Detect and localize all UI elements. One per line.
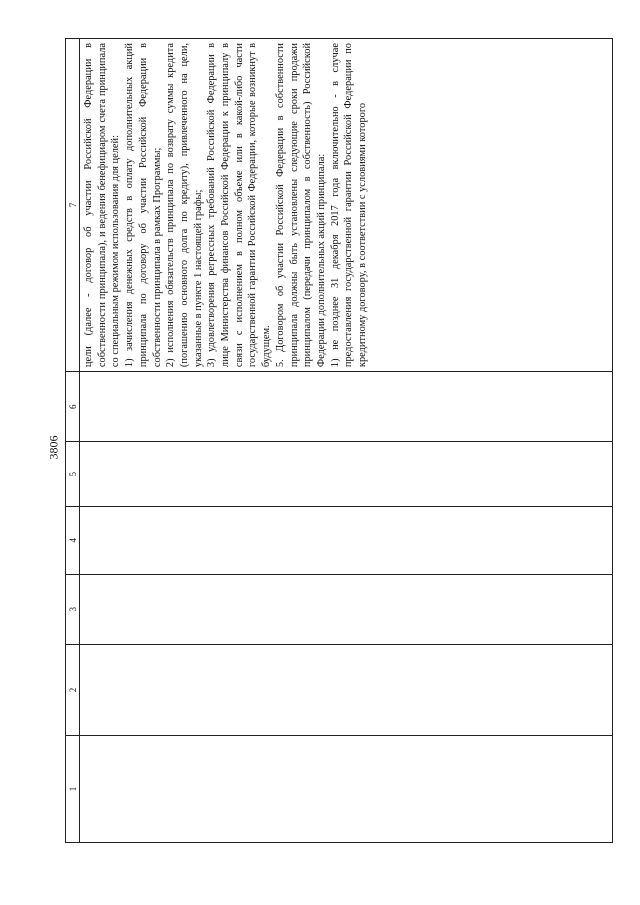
cell-col-3: [80, 574, 613, 644]
column-header-6: 6: [66, 372, 80, 442]
header-row: [66, 39, 80, 843]
column-header-1: 1: [66, 735, 80, 842]
paragraph-item-2: 2) исполнения обязательств принципала по возврату суммы кредита (погашению основного долга по кредиту), привлеченного на цели, указанные в пункте 1 настоящей графы;: [165, 43, 204, 368]
paragraph-purpose: цели (далее - договор об участии Российской Федерации в собственности принципала), и ведения бенефициаром счета принципала со специальным режимом использования для целей:: [83, 43, 122, 368]
cell-col-6: [80, 372, 613, 442]
paragraph-deadline-1: 1) не позднее 31 декабря 2017 года включительно - в случае предоставления государственной гарантии Российской Федерации по кредитному договору, в соответствии с условиями которого: [329, 43, 369, 368]
cell-col-2: [80, 644, 613, 735]
paragraph-item-1: 1) зачисления денежных средств в оплату дополнительных акций принципала по договору об участии Российской Федерации в собственности принципала в рамках Программы;: [124, 43, 163, 368]
cell-col-4: [80, 507, 613, 574]
cell-col-7: [80, 39, 613, 372]
column-header-7: 7: [66, 39, 80, 372]
column-header-3: 3: [66, 574, 80, 644]
column-header-5: 5: [66, 442, 80, 507]
rotated-table-wrapper: [65, 38, 613, 843]
table-row: [80, 39, 613, 843]
cell-col-5: [80, 442, 613, 507]
cell-col-1: [80, 735, 613, 842]
page-number: 3806: [46, 435, 61, 460]
paragraph-point-5: 5. Договором об участии Российской Федерации в собственности принципала должны быть установлены следующие сроки продажи принципалом (передачи принципалом в собственность) Российской Федерации дополнительных акций принципала:: [274, 43, 327, 368]
column-header-4: 4: [66, 507, 80, 574]
paragraph-item-3: 3) удовлетворения регрессных требований Российской Федерации в лице Министерства финансов Российской Федерации к принципалу в связи с исполнением в полном объеме или в какой-либо части государственной гарантии Российской Федерации, которые возникнут в будущем.: [206, 43, 273, 368]
column-header-2: 2: [66, 644, 80, 735]
guarantee-table: [65, 38, 613, 843]
